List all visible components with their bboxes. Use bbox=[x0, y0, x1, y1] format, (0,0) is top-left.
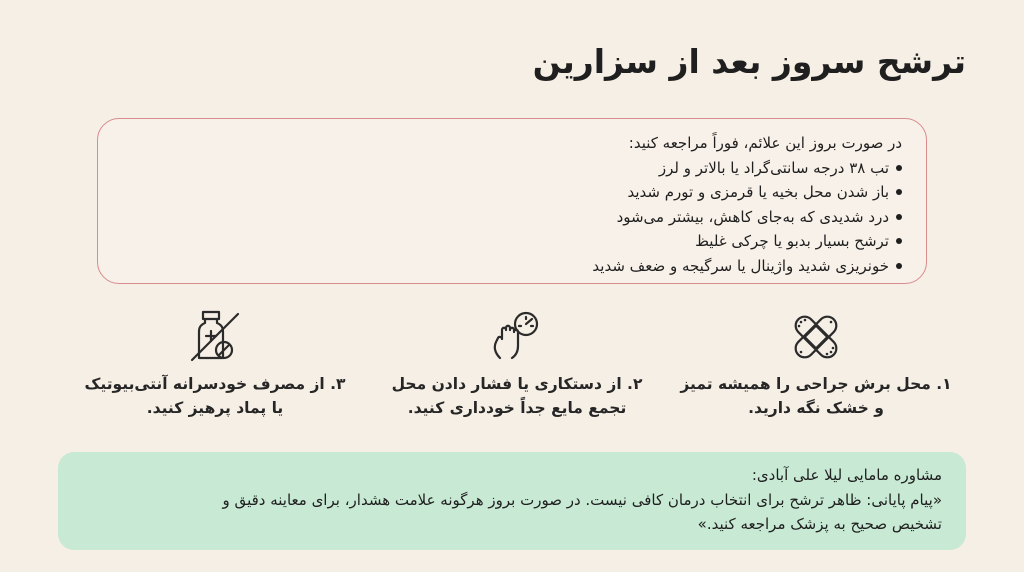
warning-item-text: باز شدن محل بخیه یا قرمزی و تورم شدید bbox=[627, 183, 889, 201]
tip-2 bbox=[367, 308, 667, 448]
tip-line: یا پماد پرهیز کنید. bbox=[146, 399, 284, 417]
bullet-icon bbox=[896, 214, 902, 220]
warning-item-text: تب ۳۸ درجه سانتی‌گراد یا بالاتر و لرز bbox=[658, 158, 889, 177]
warning-intro: در صورت بروز این علائم، فوراً مراجعه کنید: bbox=[628, 134, 902, 152]
advice-heading: مشاوره مامایی لیلا علی آبادی: bbox=[751, 466, 942, 484]
warning-item bbox=[592, 205, 902, 230]
warning-item bbox=[592, 229, 902, 254]
tip-1 bbox=[666, 308, 966, 448]
warning-item-text: ترشح بسیار بدبو یا چرکی غلیظ bbox=[695, 232, 889, 250]
tip-text bbox=[367, 372, 667, 420]
tip-3 bbox=[65, 308, 365, 448]
bandage-icon bbox=[787, 308, 845, 366]
bullet-icon bbox=[896, 165, 902, 171]
tip-line: ۱. محل برش جراحی را همیشه تمیز bbox=[680, 375, 952, 393]
tip-text bbox=[65, 372, 365, 420]
tip-line: ۲. از دستکاری یا فشار دادن محل bbox=[391, 375, 643, 393]
bullet-icon bbox=[896, 238, 902, 244]
advice-content bbox=[223, 463, 942, 537]
warning-list bbox=[592, 156, 902, 279]
warning-item-text: درد شدیدی که به‌جای کاهش، بیشتر می‌شود bbox=[616, 207, 889, 226]
tip-line: تجمع مایع جداً خودداری کنید. bbox=[407, 399, 627, 417]
warning-content bbox=[592, 131, 902, 278]
warning-item bbox=[592, 254, 902, 279]
warning-item bbox=[592, 180, 902, 205]
bullet-icon bbox=[896, 189, 902, 195]
hand-pressure-icon bbox=[488, 308, 546, 366]
warning-item-text: خونریزی شدید واژینال یا سرگیجه و ضعف شدید bbox=[592, 256, 889, 275]
bullet-icon bbox=[896, 263, 902, 269]
no-medication-icon bbox=[186, 308, 244, 366]
page-title: ترشح سروز بعد از سزارین bbox=[532, 42, 966, 81]
warning-item bbox=[592, 156, 902, 181]
advice-line: تشخیص صحیح به پزشک مراجعه کنید.» bbox=[697, 515, 942, 533]
warning-box bbox=[97, 118, 927, 284]
advice-box bbox=[58, 452, 966, 550]
tip-line: ۳. از مصرف خودسرانه آنتی‌بیوتیک bbox=[84, 375, 346, 393]
tip-text bbox=[666, 372, 966, 420]
advice-line: «پیام پایانی: ظاهر ترشح برای انتخاب درمان کافی نیست. در صورت بروز هرگونه علامت هشدار، برای معاینه دقیق و bbox=[222, 490, 942, 509]
tip-line: و خشک نگه دارید. bbox=[748, 399, 884, 417]
